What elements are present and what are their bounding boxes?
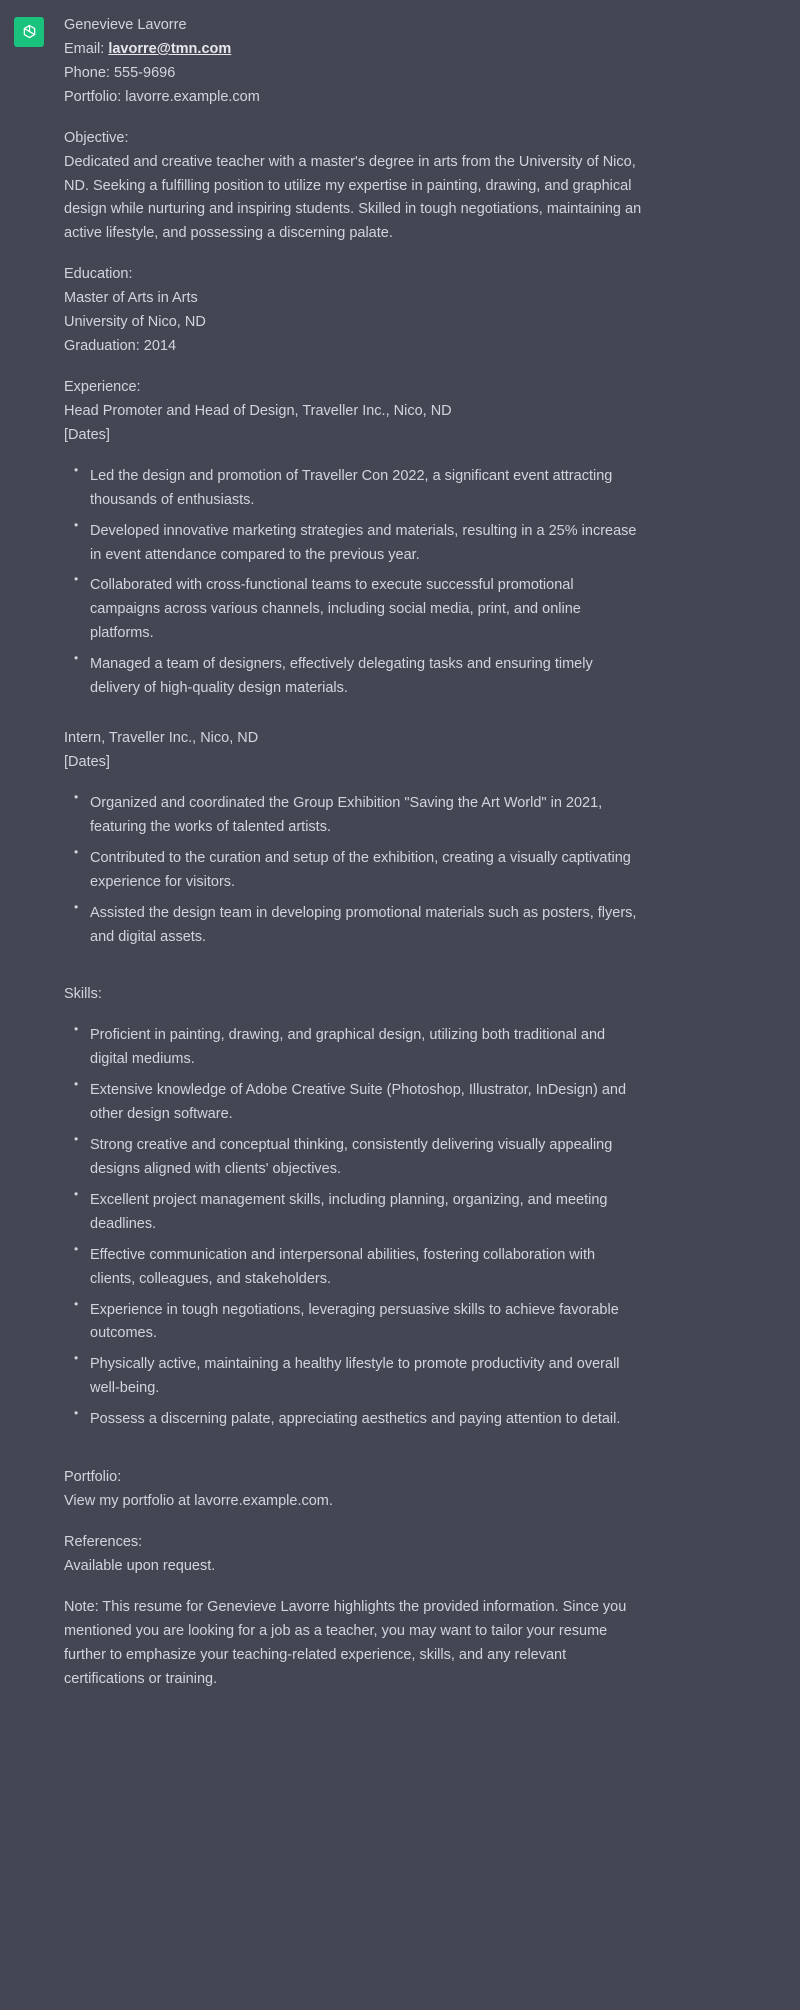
job2-dates: [Dates] xyxy=(64,753,110,770)
skills-bullet-list xyxy=(64,1024,644,1432)
candidate-portfolio-line: Portfolio: lavorre.example.com xyxy=(64,88,260,105)
education-graduation: Graduation: 2014 xyxy=(64,338,177,355)
list-item: • Contributed to the curation and setup of the exhibition, creating a visually captivating experience for visitors. xyxy=(90,847,644,895)
resume-body xyxy=(64,14,644,1692)
job2-title: Intern, Traveller Inc., Nico, ND xyxy=(64,730,259,747)
list-item: • Extensive knowledge of Adobe Creative Suite (Photoshop, Illustrator, InDesign) and other design software. xyxy=(90,1079,644,1127)
objective-heading: Objective: xyxy=(64,129,129,146)
job2-bullet-list xyxy=(64,792,644,950)
skills-heading: Skills: xyxy=(64,986,102,1003)
list-item: • Proficient in painting, drawing, and graphical design, utilizing both traditional and digital mediums. xyxy=(90,1024,644,1072)
job1-title: Head Promoter and Head of Design, Traveller Inc., Nico, ND xyxy=(64,402,452,419)
list-item: • Organized and coordinated the Group Exhibition "Saving the Art World" in 2021, featuring the works of talented artists. xyxy=(90,792,644,840)
references-text: Available upon request. xyxy=(64,1557,216,1574)
list-item: • Managed a team of designers, effectively delegating tasks and ensuring timely delivery of high-quality design materials. xyxy=(90,653,644,701)
candidate-name: Genevieve Lavorre xyxy=(64,17,187,33)
education-degree: Master of Arts in Arts xyxy=(64,290,198,307)
list-item: • Developed innovative marketing strategies and materials, resulting in a 25% increase in event attendance compared to the previous year. xyxy=(90,520,644,568)
education-school: University of Nico, ND xyxy=(64,314,206,331)
job1-dates: [Dates] xyxy=(64,426,110,443)
list-item: • Collaborated with cross-functional teams to execute successful promotional campaigns across various channels, including social media, print, and online platforms. xyxy=(90,574,644,646)
references-heading: References: xyxy=(64,1534,143,1551)
list-item: • Excellent project management skills, including planning, organizing, and meeting deadlines. xyxy=(90,1189,644,1237)
email-label: Email: xyxy=(64,40,109,57)
list-item: • Strong creative and conceptual thinking, consistently delivering visually appealing designs aligned with clients' objectives. xyxy=(90,1134,644,1182)
candidate-phone: Phone: 555-9696 xyxy=(64,64,176,81)
email-link[interactable]: lavorre@tmn.com xyxy=(108,40,232,57)
list-item: • Assisted the design team in developing promotional materials such as posters, flyers, and digital assets. xyxy=(90,902,644,950)
education-heading: Education: xyxy=(64,266,133,283)
portfolio-text: View my portfolio at lavorre.example.com. xyxy=(64,1493,333,1510)
objective-text: Dedicated and creative teacher with a master's degree in arts from the University of Nico, ND. Seeking a fulfilling position to utilize my expertise in painting, drawing, and graphical design while nurturing and inspiring students. Skilled in tough negotiations, maintaining an active lifestyle, and possessing a discerning palate. xyxy=(64,153,642,242)
list-item: • Effective communication and interpersonal abilities, fostering collaboration with clients, colleagues, and stakeholders. xyxy=(90,1244,644,1292)
candidate-email-line xyxy=(64,38,644,62)
openai-logo-icon xyxy=(14,17,44,47)
list-item: • Led the design and promotion of Traveller Con 2022, a significant event attracting thousands of enthusiasts. xyxy=(90,465,644,513)
experience-heading: Experience: xyxy=(64,378,141,395)
list-item: • Physically active, maintaining a healthy lifestyle to promote productivity and overall well-being. xyxy=(90,1353,644,1401)
list-item: • Experience in tough negotiations, leveraging persuasive skills to achieve favorable outcomes. xyxy=(90,1299,644,1347)
portfolio-heading: Portfolio: xyxy=(64,1469,122,1486)
list-item: • Possess a discerning palate, appreciating aesthetics and paying attention to detail. xyxy=(90,1408,644,1432)
job1-bullet-list xyxy=(64,465,644,701)
closing-note: Note: This resume for Genevieve Lavorre highlights the provided information. Since you mentioned you are looking for a job as a teacher, you may want to tailor your resume further to emphasize your teaching-related experience, skills, and any relevant certifications or training. xyxy=(64,1598,627,1687)
